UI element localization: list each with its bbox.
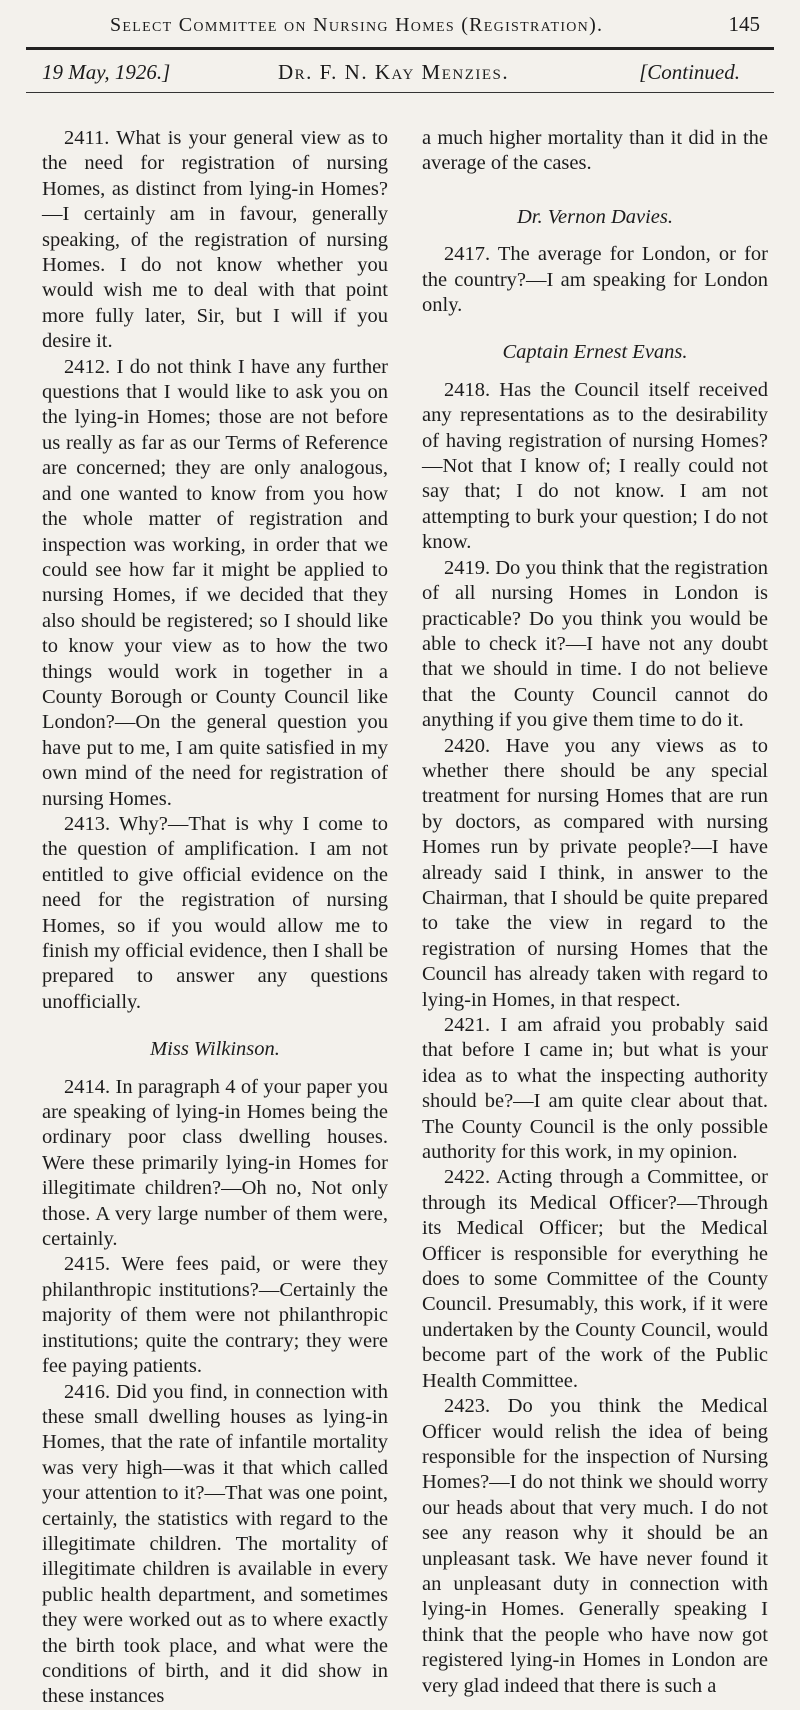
running-title: Select Committee on Nursing Homes (Registration). xyxy=(110,14,604,36)
sitting-date: 19 May, 1926.] xyxy=(42,60,171,84)
question-paragraph: 2413. Why?—That is why I come to the question of amplification. I am not entitled to give official evidence on the need for the registration of nursing Homes, so if you would allow me to finish my official evidence, then I shall be prepared to answer any questions unofficially. xyxy=(42,812,388,1013)
right-column xyxy=(422,126,768,1699)
continued-label: [Continued. xyxy=(639,60,740,84)
question-paragraph: 2420. Have you any views as to whether there should be any special treatment for nursing Homes that are run by doctors, as compared with nursing Homes run by private people?—I have already said I think, in answer to the Chairman, that I should be quite prepared to take the view in regard to the registration of nursing Homes that the Council has already taken with regard to lying-in Homes, in that respect. xyxy=(422,734,768,1011)
page-number: 145 xyxy=(728,12,760,36)
question-paragraph: 2421. I am afraid you probably said that before I came in; but what is your idea as to what the inspecting authority should be?—I am quite clear about that. The County Council is the only possible authority for this work, in my opinion. xyxy=(422,1014,768,1164)
question-paragraph: 2414. In paragraph 4 of your paper you are speaking of lying-in Homes being the ordinary poor class dwelling houses. Were these primarily lying-in Homes for illegitimate children?—Oh no, Not only those. A very large number of them were, certainly. xyxy=(42,1075,388,1251)
question-paragraph: 2423. Do you think the Medical Officer would relish the idea of being responsible for the inspection of Nursing Homes?—I do not think we should worry our heads about that very much. I do not see any reason why it should be an unpleasant task. We have never found it an unpleasant duty in connection with lying-in Homes. Generally speaking I think that the people who have now got registered lying-in Homes in London are very glad indeed that there is such a xyxy=(422,1395,768,1697)
question-paragraph: 2412. I do not think I have any further questions that I would like to ask you on the lying-in Homes; those are not before us really as far as our Terms of Reference are concerned; they are only analogous, and one wanted to know from you how the whole matter of registration and inspection was working, in order that we could see how far it might be applied to nursing Homes, if we decided that they also should be registered; so I should like to know your view as to how the two things would work in together in a County Borough or County Council like London?—On the general question you have put to me, I am quite satisfied in my own mind of the need for registration of nursing Homes. xyxy=(42,355,388,810)
header-rule xyxy=(26,47,774,50)
speaker-heading: Dr. Vernon Davies. xyxy=(516,205,673,228)
question-paragraph: 2417. The average for London, or for the country?—I am speaking for London only. xyxy=(422,243,768,317)
speaker-heading: Miss Wilkinson. xyxy=(150,1038,280,1061)
subheader-rule xyxy=(26,92,774,93)
question-paragraph: 2415. Were fees paid, or were they philanthropic institutions?—Certainly the majority of them were not philanthropic institutions; quite the contrary; they were fee paying patients. xyxy=(42,1253,388,1378)
question-paragraph: 2411. What is your general view as to the need for registration of nursing Homes, as distinct from lying-in Homes?—I certainly am in favour, generally speaking, of the registration of nursing Homes. I do not know whether you would wish me to deal with that point more fully later, Sir, but I will if you desire it. xyxy=(42,127,388,353)
continued-answer: a much higher mortality than it did in the average of the cases. xyxy=(422,127,768,175)
speaker-heading: Captain Ernest Evans. xyxy=(502,341,688,364)
question-paragraph: 2418. Has the Council itself received any representations as to the desirability of having registration of nursing Homes?—Not that I know of; I really could not say that; I do not know. I am not attempting to burk your question; I do not know. xyxy=(422,378,768,554)
question-paragraph: 2419. Do you think that the registration of all nursing Homes in London is practicable? Do you think you would be able to check it?—I have not any doubt that we should in time. I do not believe that the County Council cannot do anything if you give them time to do it. xyxy=(422,556,768,732)
question-paragraph: 2416. Did you find, in connection with these small dwelling houses as lying-in Homes, that the rate of infantile mortality was very high—was it that which called your attention to it?—That was one point, certainly, the statistics with regard to the illegitimate children. The mortality of illegitimate children is available in every public health department, and sometimes they were worked out as to where exactly the birth took place, and what were the conditions of birth, and it did show in these instances xyxy=(42,1380,388,1708)
witness-name: Dr. F. N. Kay Menzies. xyxy=(278,60,510,84)
question-paragraph: 2422. Acting through a Committee, or through its Medical Officer?—Through its Medical Officer; but the Medical Officer is responsible for everything he does to some Committee of the County Council. Presumably, this work, if it were undertaken by the County Council, would become part of the work of the Public Health Committee. xyxy=(422,1166,768,1392)
left-column xyxy=(42,126,388,1710)
